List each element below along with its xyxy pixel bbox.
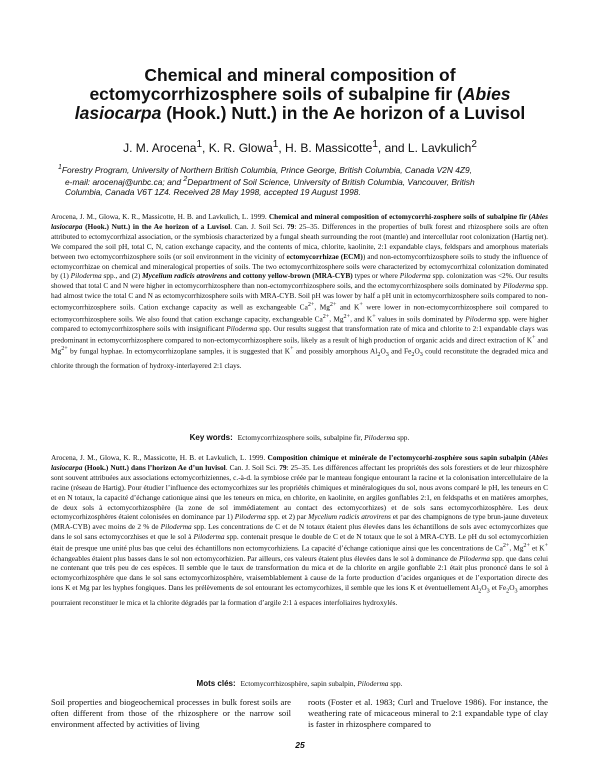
abstract-en-text: O [414,346,420,356]
author-list: J. M. Arocena$^1$, K. R. Glowa$^1$, H. B. Massicotte$^1$, and L. Lavkulich$^2$ [123,139,477,155]
affiliation-line-1-text: Forestry Program, University of Northern British Columbia, Prince George, British Columbia, Canada V2N 4Z9, [61,164,472,175]
author-2-affil: 1 [272,139,279,150]
abstract-en-text: and K [336,302,360,312]
title-species-genus: Abies [462,84,511,104]
abstract-fr-species: Piloderma [160,522,192,532]
abstract-en-text: , Mg [329,313,344,323]
abstract-french [51,453,548,608]
subscript: 2 [478,588,482,595]
abstract-fr-text: spp. contenait presque le double de C et de N totaux que le sol à MRA-CYB. Le pH du sol ectomycorhizien était de presque une unité plus bas que celui des échantillons non ectomycorhiziens. La capacité d’échange cationique ainsi que les concentrations de Ca [51,532,548,553]
abstract-en-text: could reconstitute the degraded mica and chlorite through the formation of hydroxy-interlayered 2:1 clays. [51,346,548,370]
abstract-fr-text: amorphes pourraient reconstituer le mica et la chlorite dégradés par la formation d’argile 2:1 à espaces interfoliaires hydroxylés. [51,583,548,607]
abstract-en-text: , Mg [314,302,330,312]
abstract-fr-text: spp. et 2) par [265,512,309,522]
affiliation-line-2-text: Department of Soil Science, University of British Columbia, Vancouver, British [187,177,475,187]
keywords-text: Ectomycorrhizosphère, sapin subalpin, [238,679,358,688]
abstract-en-ecm: ectomycorrhizae (ECM) [286,251,363,261]
keywords-text-end: spp. [395,433,410,442]
abstract-fr-pages: : 25–35. [286,462,313,472]
abstract-en-species: Piloderma [70,271,102,281]
abstract-en-text: ) and non-ectomycorrhizosphere soils to study the influence of ectomycorrhizae on chemical and mineralogical properties of soils. The two ectomycorrhizosphere soils were characterized by ectomycorrhizal colonization dominated by (1) [51,251,549,281]
abstract-en-citation-species: Abies lasiocarpa [51,212,548,231]
abstract-en-species: Piloderma [399,271,431,281]
affiliation-line-3: Columbia, Canada V6T 1Z4. Received 28 May 1998, accepted 19 August 1998. [65,187,361,198]
abstract-en-species: Mycelium radicis atrovirens [142,271,228,281]
superscript: 2+ [329,302,337,309]
superscript: + [532,334,536,341]
subscript: 2 [411,352,415,358]
abstract-fr-text: et Fe [489,583,507,593]
abstract-fr-text: échangeables étaient plus basses dans le sol non ectomycorhizien. Par ailleurs, ces valeurs étaient plus élevées dans le sol à dominance de [51,553,459,563]
abstract-en-journal: . Can. J. Soil Sci. [230,221,287,231]
abstract-fr-text: Les différences affectant les propriétés des sols forestiers et de leur rhizosphère sont souvent attribuées aux associations ectomycorhiziennes, c.-à-d. la symbiose créée par le manteau fongique entourant la racine et la colonisation intercellulaire de la racine (réseau de Hartig). Pour étudier l’influence des ectomycorhizes sur les propriétés chimiques et minéralogiques du sol, nous avons comparé le pH, les teneurs en C et en N totaux, la capacité d’échange cationique ainsi que les teneurs en mica, en chlorite, en kaolinite, en argiles gonflables 2:1, en feldspaths et en matières amorphes, de deux sols à ectomycorhizosphère (la zone de sol immédiatement au contact des ectomycorhizes) et de sols sans ectomycorhizosphère. Les deux ectomycorhizosphères étaient colonisées en dominance par 1) [51,462,548,522]
title-line-3 [40,104,560,123]
author-3: H. B. Massicotte [284,141,373,155]
abstract-en-text: values in soils dominated by [375,313,466,323]
subscript: 3 [419,352,423,358]
abstract-fr-volume: 79 [279,462,287,472]
keywords-text-end: spp. [388,679,403,688]
abstract-en-text: spp. had almost twice the total C and N as ectomycorrhizosphere soils with MRA-CYB. Soil pH was lower by half a pH unit in ectomycorrhizosphere soils compared to non-ectomycorrhizosphere soils. Cation exchange capacity as well as exchangeable Ca [51,281,549,312]
abstract-en-text: spp. colonization was <2%. Our results showed that total C and N were higher in ectomycorrhizosphere than non-ectomycorrhizosphere soils, and the ectomycorrhizosphere soils dominated by [51,271,549,291]
affiliation-line-1 [58,163,548,175]
title-line-3-text: (Hook.) Nutt.) in the Ae horizon of a Luvisol [161,103,526,123]
superscript: 2+ [343,313,351,320]
title-line-2-text: ectomycorrhizosphere soils of subalpine fir ( [89,84,463,104]
abstract-fr-text: spp. Les concentrations de C et de N totaux étaient plus élevées dans les échantillons de sols avec ectomycorhizes que dans le sol sans ectomycorzhises et que le sol à [51,522,549,542]
subscript: 2 [506,588,510,595]
abstract-en-text: O [380,346,386,356]
abstract-en-species: Piloderma [226,323,258,333]
abstract-fr-citation-authors: Arocena, J. M., Glowa, K. R., Massicotte, H. B. et Lavkulich, L. 1999. [51,453,268,462]
abstract-en-text: Differences in the properties of bulk forest and rhizosphere soils are often attributed to ectomycorrhizal association, or the symbiosis characterized by a fungal sheath surrounding the root (mantle) and intercellular root colonization (Hartig net). We compared the soil pH, total C, N, cation exchange capacity, and the contents of mica, chlorite, kaolinite, 2:1 expandable clays, feldspars and amorphous materials between two ectomycorrhizosphere soils (or soil environment in the vicinity of [51,221,548,261]
abstract-en-text: and Mg [51,335,548,356]
abstract-fr-citation-title-end: (Hook.) Nutt.) dans l’horizon Ae d’un luvisol [82,462,226,472]
abstract-en-text: spp. were higher compared to ectomycorrhizosphere soils with insignificant [51,313,549,333]
abstract-en-mra-cyb: and cottony yellow-brown (MRA-CYB) [227,271,353,281]
superscript: + [372,313,376,320]
affiliations [58,163,548,198]
author-4-affil: 2 [471,139,477,150]
affiliation-1-mark: 1 [58,164,62,171]
keywords-french [51,679,548,689]
abstract-fr-citation-species: Abies lasiocarpa [51,453,548,472]
affiliation-2-mark: 2 [183,176,188,184]
keywords-label: Mots clés: [196,679,236,688]
abstract-english [51,212,548,371]
title-species-epithet: lasiocarpa [74,103,162,123]
keywords-text: Ectomycorrhizosphere soils, subalpine fir, [235,433,365,442]
abstract-en-text: spp. Our results suggest that transformation rate of mica and chlorite to 2:1 expandable clays was predominant in ectomycorrhizosphere compared to non-ectomycorrhizosphere soils, likely as a result of high production of organic acids and direct extraction of K [51,323,548,345]
abstract-fr-text: O [509,583,515,593]
abstract-en-text: were lower in non-ectomycorrhizosphere soil compared to ectomycorrhizosphere soils. We also found that cation exchange capacity, exchangeable Ca [51,302,548,323]
abstract-fr-species: Piloderma [458,553,490,563]
body-column-right: roots (Foster et al. 1983; Curl and Truelove 1986). For instance, the weathering rate of micaceous mineral to 2:1 expandable type of clay is faster in rhizosphere compared to [308,697,548,730]
subscript: 3 [486,588,490,595]
subscript: 3 [514,588,518,595]
author-1-affil: 1 [196,139,203,150]
abstract-en-text: by fungal hyphae. In ectomycorrhizoplane samples, it is suggested that K [67,346,291,356]
abstract-en-text: spp., and (2) [101,271,143,281]
abstract-en-text: , and K [350,313,373,323]
author-1: J. M. Arocena [123,141,197,155]
keywords-species: Piloderma [364,433,396,442]
abstract-fr-citation-title: Composition chimique et minérale de l’ectomycorhi-zosphère sous sapin subalpin ( [267,453,532,462]
abstract-fr-species: Mycelium radicis atrovirens [308,512,391,522]
abstract-en-citation-authors: Arocena, J. M., Glowa, K. R., Massicotte, H. B. and Lavkulich, L. 1999. [51,212,269,221]
superscript: 2+ [307,302,315,309]
superscript: + [544,543,549,550]
page-number: 25 [295,740,305,750]
superscript: 2+ [322,313,330,320]
subscript: 2 [377,352,381,358]
abstract-fr-text: et par des champignons de type brun-jaune duveteux (MRA-CYB) avec moins de 2 % de [51,512,548,532]
superscript: 2+ [502,543,510,550]
body-column-left: Soil properties and biogeochemical processes in bulk forest soils are often different from those of the rhizosphere or the narrow soil environment affected by activities of living [51,697,291,730]
abstract-en-text: and Fe [388,346,412,356]
author-2: K. R. Glowa [208,141,273,155]
superscript: 2+ [523,543,530,550]
abstract-en-volume: 79 [286,221,295,231]
abstract-en-text: and possibly amorphous Al [293,346,378,356]
title-line-1: Chemical and mineral composition of [144,65,456,85]
abstract-en-citation-title: Chemical and mineral composition of ectomycorrhi-zosphere soils of subalpine fir ( [268,212,532,221]
abstract-en-text: types or where [352,271,400,281]
author-4: and L. Lavkulich [384,141,472,155]
keywords-label: Key words: [189,433,233,442]
author-3-affil: 1 [372,139,378,150]
abstract-fr-species: Piloderma [193,532,225,542]
title-line-2 [40,85,560,104]
keywords-species: Piloderma [357,679,389,688]
abstract-fr-species: Piloderma [234,512,266,522]
abstract-fr-text: , Mg [509,543,524,553]
superscript: + [359,302,363,309]
superscript: + [290,346,294,353]
subscript: 3 [385,352,389,358]
affiliation-email: e-mail: arocenaj@unbc.ca; and [65,177,184,187]
abstract-fr-journal: . Can. J. Soil Sci. [225,462,280,472]
abstract-en-species: Piloderma [502,281,534,291]
abstract-en-species: Piloderma [465,313,497,323]
superscript: 2+ [61,346,68,353]
keywords-english [51,433,548,443]
abstract-en-citation-title-end: (Hook.) Nutt.) in the Ae horizon of a Luvisol [82,221,231,231]
affiliation-line-2 [58,175,548,187]
abstract-fr-text: O [481,583,487,593]
article-title [40,66,560,123]
abstract-fr-text: et K [529,543,545,553]
abstract-fr-text: spp. que dans celui ne contenant que très peu de ces espèces. Il semble que le taux de transformation du mica et de la chlorite en argile gonflable 2:1 était plus prononcé dans le sol à ectomycorhizosphère que dans le sol sans ectomycorhizosphère, vraisemblablement à cause de la forte production d’acides organiques et de l’exportation directe des ions K et Mg par les hyphes fongiques. Dans les prélèvements de sol entourant les ectomycorhizes, il semble que les ions K et éventuellement Al [51,553,549,593]
abstract-en-pages: : 25–35. [294,221,322,231]
